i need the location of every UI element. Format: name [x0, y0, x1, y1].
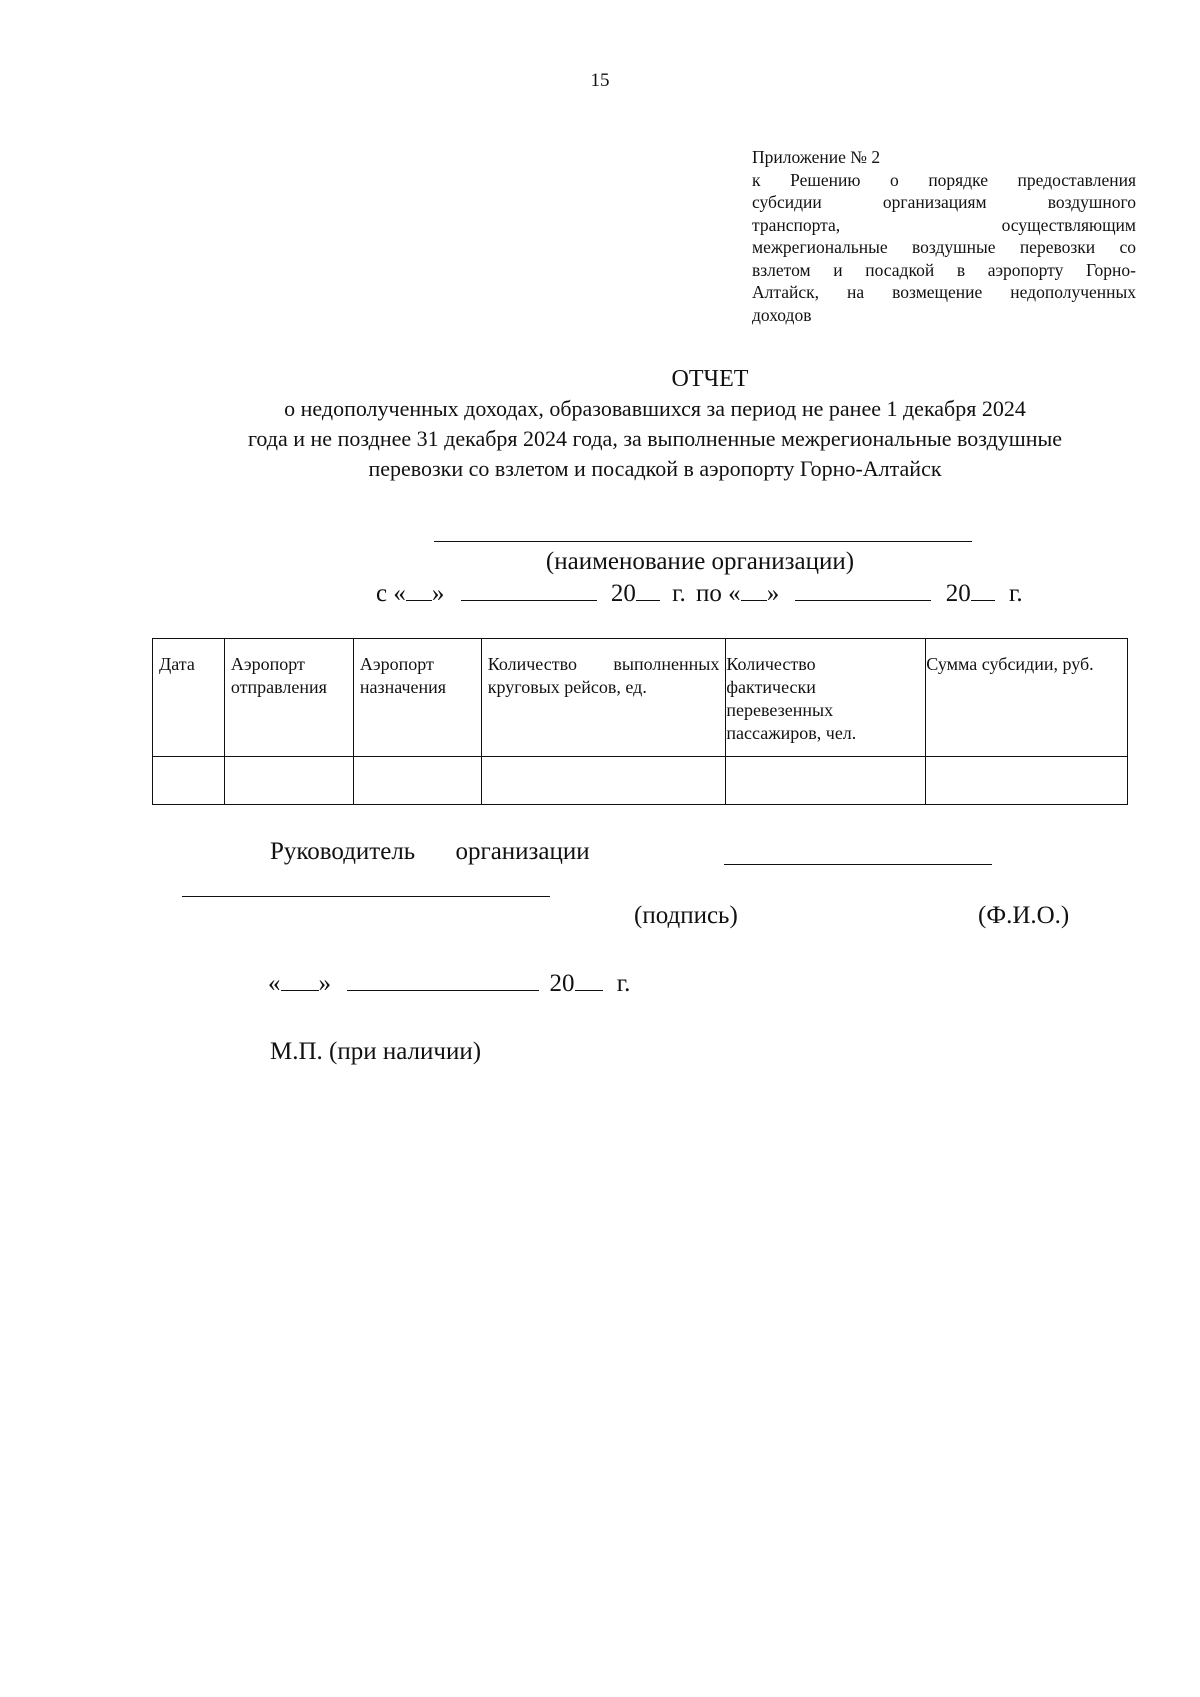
table-cell[interactable]	[353, 757, 481, 805]
table-cell[interactable]	[726, 757, 926, 805]
period-from-month-field[interactable]	[461, 578, 597, 601]
signature-caption: (подпись)	[634, 902, 738, 929]
organization-caption: (наименование организации)	[545, 548, 855, 575]
table-cell[interactable]	[926, 757, 1128, 805]
table-cell[interactable]	[481, 757, 726, 805]
report-table	[152, 638, 1128, 805]
period-to-day-field[interactable]	[741, 578, 767, 601]
period-to-month-field[interactable]	[795, 578, 931, 601]
signing-date	[268, 968, 630, 998]
period-from-year-suffix: г.	[672, 580, 686, 607]
table-row	[153, 757, 1128, 805]
table-header-cell	[224, 639, 353, 757]
header-date: Дата	[159, 654, 195, 674]
appendix-line: доходов	[752, 304, 812, 325]
period-from-prefix: с «	[376, 580, 406, 607]
period-to-year-field[interactable]	[971, 578, 995, 601]
period-from-year-field[interactable]	[636, 578, 660, 601]
period-to-year-prefix: 20	[945, 580, 971, 607]
period-from-day-field[interactable]	[406, 578, 432, 601]
table-header-cell	[481, 639, 726, 757]
subtitle-line: перевозки со взлетом и посадкой в аэропорту Горно-Алтайск	[368, 456, 942, 481]
period-quote-close: »	[431, 580, 445, 607]
appendix-title: Приложение № 2	[752, 147, 881, 167]
period-quote-close: »	[766, 580, 780, 607]
full-name-field[interactable]	[182, 896, 550, 897]
head-of-organization-label: Руководитель организации	[270, 838, 590, 865]
header-destination-airport: Аэропорт назначения	[359, 654, 447, 697]
header-passengers: Количество фактически перевезенных пассажиров, чел.	[726, 654, 857, 743]
table-cell[interactable]	[224, 757, 353, 805]
table-header-cell	[353, 639, 481, 757]
date-year-suffix: г.	[616, 970, 631, 997]
report-title: ОТЧЕТ	[671, 366, 749, 392]
page-number: 15	[590, 70, 610, 91]
organization-name-field[interactable]	[434, 541, 972, 542]
period-to-prefix: по «	[696, 580, 741, 607]
appendix-line: Алтайск, на возмещение недополученных	[752, 282, 1136, 302]
signature-field[interactable]	[724, 864, 992, 865]
subtitle-line: года и не позднее 31 декабря 2024 года, за выполненные межрегиональные воздушные	[247, 426, 1063, 451]
stamp-label: М.П. (при наличии)	[270, 1038, 482, 1065]
appendix-line: транспорта, осуществляющим	[752, 214, 1136, 235]
table-header-cell	[726, 639, 926, 757]
period-to-year-suffix: г.	[1008, 580, 1023, 607]
header-departure-airport: Аэропорт отправления	[230, 654, 327, 697]
date-day-field[interactable]	[281, 968, 319, 991]
date-close-quote: »	[318, 970, 331, 997]
date-open-quote: «	[268, 970, 281, 997]
header-round-flights: Количество выполненных круговых рейсов, ед.	[487, 654, 720, 697]
appendix-line: субсидии организациям воздушного	[752, 192, 1136, 212]
subtitle-line: о недополученных доходах, образовавшихся за период не ранее 1 декабря 2024	[284, 396, 1026, 421]
table-header-cell	[153, 639, 225, 757]
appendix-line: к Решению о порядке предоставления	[752, 169, 1136, 190]
appendix-line: взлетом и посадкой в аэропорту Горно-	[752, 259, 1136, 280]
report-subtitle	[190, 394, 1120, 484]
header-subsidy-amount: Сумма субсидии, руб.	[926, 654, 1094, 674]
date-month-field[interactable]	[347, 968, 539, 991]
appendix-block	[752, 146, 1136, 326]
period-from-year-prefix: 20	[610, 580, 636, 607]
table-cell[interactable]	[153, 757, 225, 805]
table-header-row	[153, 639, 1128, 757]
appendix-line: межрегиональные воздушные перевозки со	[752, 237, 1136, 257]
table-header-cell	[926, 639, 1128, 757]
date-year-prefix: 20	[549, 970, 575, 997]
report-period	[376, 578, 1023, 608]
date-year-field[interactable]	[575, 968, 603, 991]
full-name-caption: (Ф.И.О.)	[978, 902, 1070, 929]
